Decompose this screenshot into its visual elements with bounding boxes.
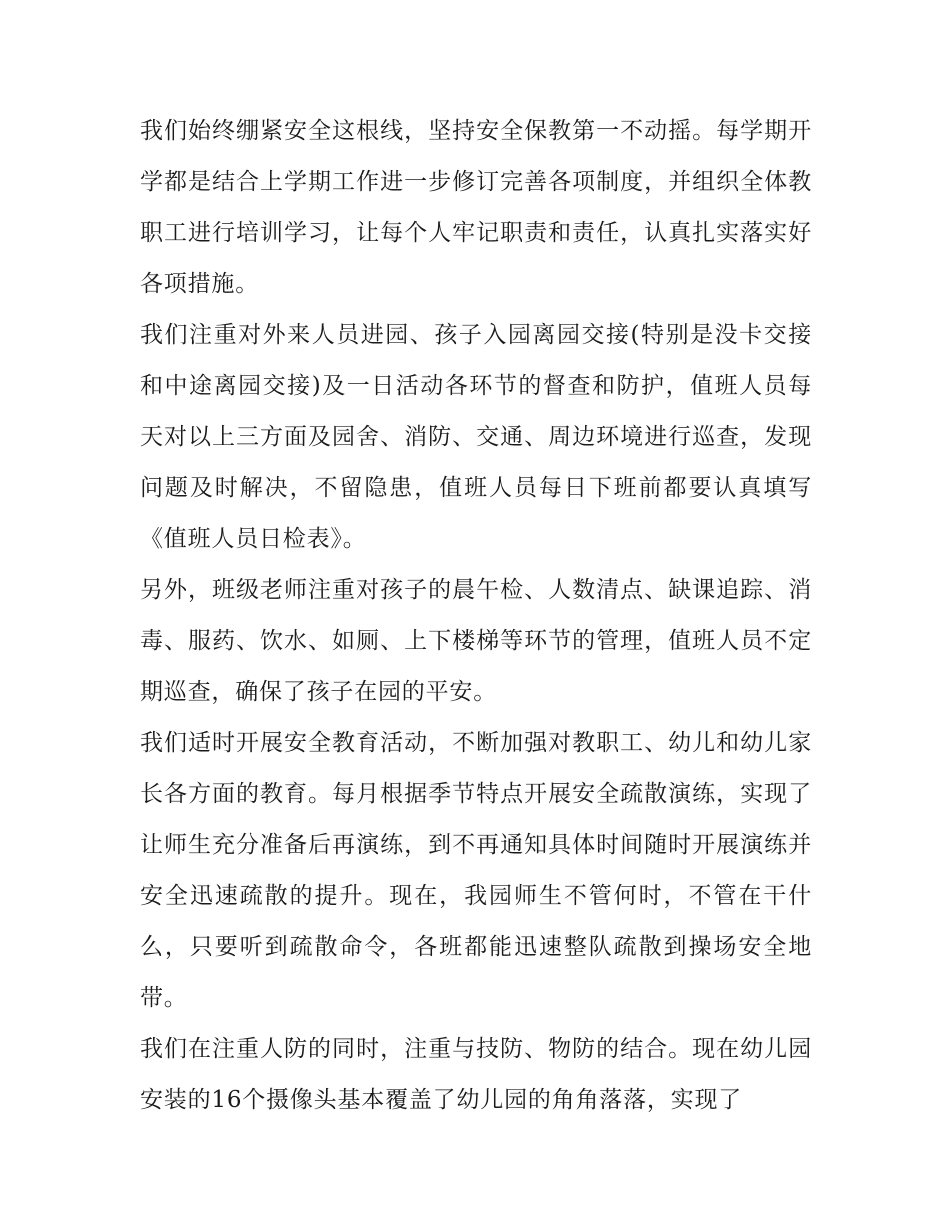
- paragraph-technical-defense: 我们在注重人防的同时，注重与技防、物防的结合。现在幼儿园安装的16个摄像头基本覆盖了幼儿园的角角落落，实现了: [140, 1036, 812, 1113]
- paragraph-safety-system: 我们始终绷紧安全这根线，坚持安全保教第一不动摇。每学期开学都是结合上学期工作进一步修订完善各项制度，并组织全体教职工进行培训学习，让每个人牢记职责和责任，认真扎实落实好各项措施。: [140, 118, 812, 297]
- paragraph-safety-education: 我们适时开展安全教育活动，不断加强对教职工、幼儿和幼儿家长各方面的教育。每月根据季节特点开展安全疏散演练，实现了让师生充分准备后再演练，到不再通知具体时间随时开展演练并安全迅速疏散的提升。现在，我园师生不管何时，不管在干什么，只要听到疏散命令，各班都能迅速整队疏散到操场安全地带。: [140, 730, 812, 1011]
- paragraph-class-management: 另外，班级老师注重对孩子的晨午检、人数清点、缺课追踪、消毒、服药、饮水、如厕、上下楼梯等环节的管理，值班人员不定期巡查，确保了孩子在园的平安。: [140, 577, 812, 705]
- document-body: [140, 106, 812, 1126]
- paragraph-entry-handover: 我们注重对外来人员进园、孩子入园离园交接(特别是没卡交接和中途离园交接)及一日活动各环节的督查和防护，值班人员每天对以上三方面及园舍、消防、交通、周边环境进行巡查，发现问题及时解决，不留隐患，值班人员每日下班前都要认真填写《值班人员日检表》。: [140, 322, 812, 552]
